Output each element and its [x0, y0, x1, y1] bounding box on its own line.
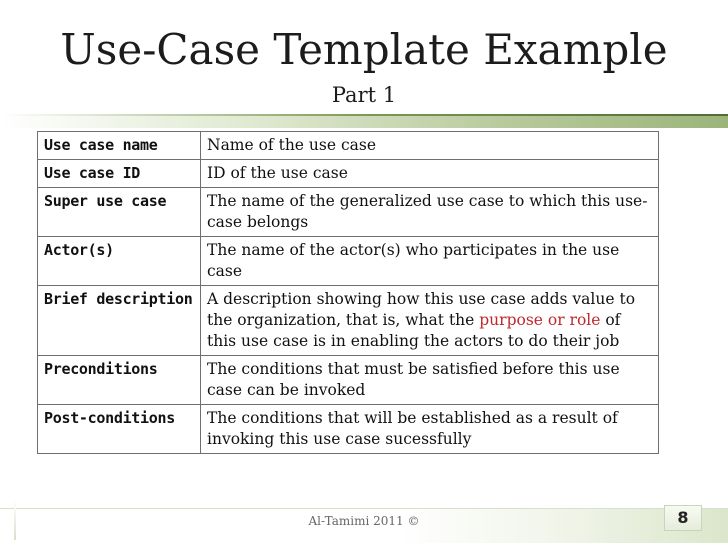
table-row	[38, 405, 659, 454]
slide-title: Use-Case Template Example	[60, 25, 668, 74]
title-divider-band	[0, 114, 728, 128]
row-value: ID of the use case	[201, 160, 659, 188]
row-value-text: of this use case is in enabling the actors to do their job	[207, 311, 621, 350]
table-row	[38, 160, 659, 188]
table-row	[38, 132, 659, 160]
row-key: Actor(s)	[38, 237, 201, 286]
table-row	[38, 237, 659, 286]
row-value: The name of the actor(s) who participates in the use case	[201, 237, 659, 286]
table-row	[38, 286, 659, 356]
table-row	[38, 188, 659, 237]
row-key: Post-conditions	[38, 405, 201, 454]
page-number-badge: 8	[664, 505, 702, 531]
title-divider-line	[0, 114, 728, 116]
footer-credit: Al-Tamimi 2011 ©	[308, 514, 420, 528]
row-key: Use case ID	[38, 160, 201, 188]
row-key: Brief description	[38, 286, 201, 356]
row-key: Preconditions	[38, 356, 201, 405]
use-case-template-table	[37, 131, 659, 454]
table-row	[38, 356, 659, 405]
row-value: The name of the generalized use case to which this use-case belongs	[201, 188, 659, 237]
row-value	[201, 286, 659, 356]
highlighted-phrase: purpose or role	[479, 311, 601, 329]
row-value: The conditions that must be satisfied before this use case can be invoked	[201, 356, 659, 405]
row-value: The conditions that will be established as a result of invoking this use case sucessfully	[201, 405, 659, 454]
slide-subtitle: Part 1	[331, 83, 397, 107]
row-key: Use case name	[38, 132, 201, 160]
row-key: Super use case	[38, 188, 201, 237]
row-value: Name of the use case	[201, 132, 659, 160]
row-value-text: A description showing how this use case adds value to the organization, that is, what the	[207, 290, 636, 329]
